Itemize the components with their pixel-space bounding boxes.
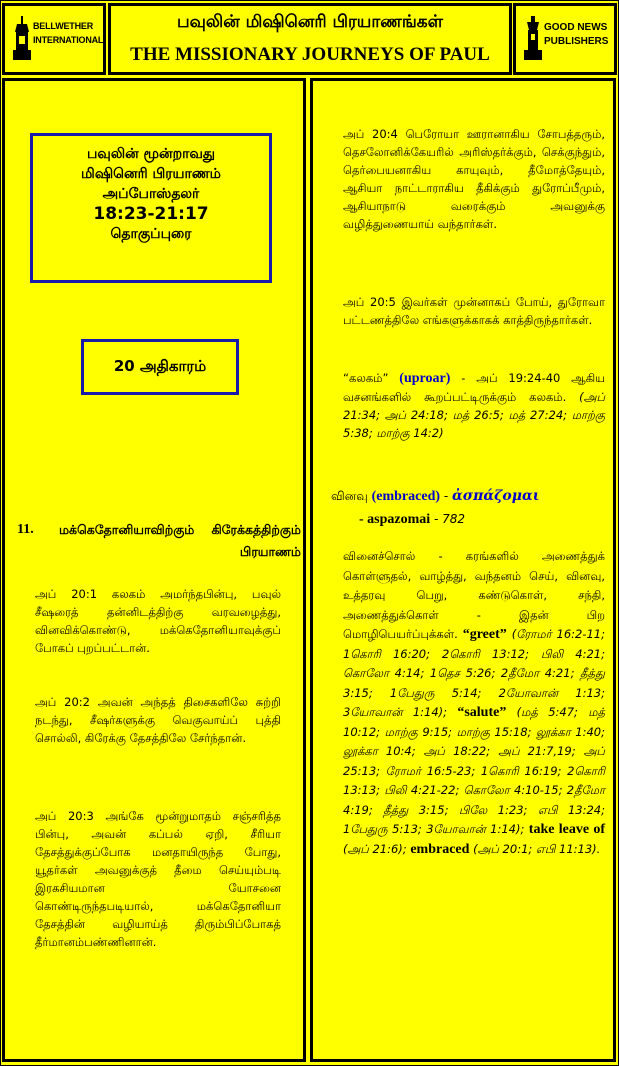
salute-references: (மத் 5:47; மத் 10:12; மாற்கு 9:15; மாற்கு 15:18; லூக்கா 1:40; லூக்கா 10:4; அப் 18:22; அப் 21:7,19; அப் 25:13; ரோமர் 16:5-23; 1கொரி 16:19; 2கொரி 13:13; பிலி 4:21-22; கொலோ 4:10-15; 2தீமோ 4:19; தீத்து 3:15; பிலே 1:23; எபி 13:24; 1பேதுரு 5:13; 3யோவான் 1:14);	[343, 705, 605, 836]
take-leave-references: (அப் 21:6);	[343, 841, 411, 856]
header	[1, 1, 616, 79]
chapter-line-3: அப்போஸ்தலர்	[102, 186, 200, 202]
chapter-line-2: மிஷினெரி பிரயாணம்	[81, 166, 221, 182]
embraced-english: (embraced)	[371, 489, 441, 504]
embraced-definition	[343, 547, 605, 859]
salute-word: “salute”	[457, 705, 507, 720]
greek-word: ἀσπάζομαι	[452, 488, 540, 504]
greet-references: (ரோமர் 16:2-11; 1கொரி 16:20; 2கொரி 13:12; பிலி 4:21; கொலோ 4:14; 1தெச 5:26; 2தீமோ 4:21; தீத்து 3:15; 1பேதுரு 5:14; 2யோவான் 1:13; 3யோவான் 1:14);	[343, 627, 605, 719]
embraced-word-entry	[331, 485, 605, 531]
embraced-tamil-word: வினவு	[331, 489, 368, 503]
good-news-logo	[513, 3, 617, 75]
verse-20-5: அப் 20:5 இவர்கள் முன்னாகப் போய், துரோவா பட்டணத்திலே எங்களுக்காகக் காத்திருந்தார்கள்.	[343, 295, 605, 327]
title-english: THE MISSIONARY JOURNEYS OF PAUL	[130, 44, 490, 65]
verse-20-1: அப் 20:1 கலகம் அமர்ந்தபின்பு, பவுல் சீஷரைத் தன்னிடத்திற்கு வரவழைத்து, வினவிக்கொண்டு, மக்கெதோனியாவுக்குப் போகப் புறப்பட்டான்.	[35, 587, 281, 655]
bell-tower-icon	[13, 16, 31, 60]
logo-right-line2: PUBLISHERS	[544, 36, 609, 47]
logo-left-line1: BELLWETHER	[33, 21, 93, 31]
verse-20-4: அப் 20:4 பெரோயா ஊரானாகிய சோபத்தரும், தெசலோனிக்கேயரில் அரிஸ்தர்க்கும், செக்குந்தும், தெர்பையனாகிய காயுவும், தீமோத்தேயும், ஆசியா நாட்டாராகிய தீகிக்கும் துரோப்பீமும், ஆசியாநாடு வரைக்கும் அவனுக்கு வழித்துணையாய் வந்தார்கள்.	[343, 127, 605, 231]
chapter-reference: 18:23-21:17	[93, 204, 209, 224]
logo-left-line2: INTERNATIONAL	[33, 35, 104, 45]
chapter-title-box	[30, 133, 272, 283]
section-heading-text: மக்கெதோனியாவிற்கும் கிரேக்கத்திற்கும் பிரயாணம்	[59, 522, 301, 559]
greet-word: “greet”	[462, 627, 507, 642]
entry-dash: -	[440, 489, 452, 503]
verse-20-3: அப் 20:3 அங்கே மூன்றுமாதம் சஞ்சரித்த பின்பு, அவன் கப்பல் ஏறி, சீரியா தேசத்துக்குப்போக மனதாயிருந்த போது, யூதர்கள் அவனுக்குத் தீமை செய்யும்படி இரகசியமான யோசனை கொண்டிருந்தபடியால், மக்கெதோனியா தேசத்தின் வழியாய்த் திரும்பிப்போகத் தீர்மானம்பண்ணினான்.	[35, 809, 281, 949]
section-heading	[17, 519, 301, 563]
uproar-references: (அப் 21:34; அப் 24:18; மத் 26:5; மத் 27:24; மாற்கு 5:38; மாற்கு 14:2)	[343, 390, 605, 440]
transliteration: - aspazomai	[359, 512, 431, 527]
embraced-word: embraced	[410, 841, 470, 857]
take-leave-word: take leave of	[528, 822, 605, 837]
title-tamil: பவுலின் மிஷினெரி பிரயாணங்கள்	[177, 12, 443, 32]
chapter-line-5: தொகுப்புரை	[110, 226, 192, 242]
definition-text: வினைச்சொல் - கரங்களில் அணைத்துக் கொள்ளுதல், வாழ்த்து, வந்தனம் செய், வினவு, உத்தரவு பெறு, கண்டுகொள், சந்தி, அணைத்துக்கொள் - இதன் பிற மொழிபெயர்ப்புக்கள்.	[343, 549, 605, 641]
uproar-english: (uproar)	[399, 371, 451, 386]
verse-20-2: அப் 20:2 அவன் அந்தத் திசைகளிலே சுற்றி நடந்து, சீஷர்களுக்கு வெகுவாய்ப் புத்தி சொல்லி, கிரேக்கு தேசத்திலே சேர்ந்தான்.	[35, 695, 281, 745]
uproar-note	[343, 369, 605, 442]
uproar-text: - அப் 19:24-40 ஆகிய வசனங்களில் கூறப்பட்டிருக்கும் கலகம்.	[343, 371, 605, 404]
section-title-box: 20 அதிகாரம்	[81, 339, 239, 395]
right-column	[310, 78, 616, 1062]
logo-right-line1: GOOD NEWS	[544, 22, 608, 33]
left-column	[2, 78, 306, 1062]
tower-icon	[524, 16, 542, 60]
strongs-number: - 782	[430, 512, 466, 526]
bellwether-logo	[2, 3, 106, 75]
section-number: 11.	[17, 522, 34, 537]
uproar-word: “கலகம்”	[343, 371, 389, 385]
embraced-references: (அப் 20:1; எபி 11:13).	[469, 841, 601, 856]
chapter-line-1: பவுலின் மூன்றாவது	[87, 146, 215, 162]
title-box	[108, 3, 512, 75]
